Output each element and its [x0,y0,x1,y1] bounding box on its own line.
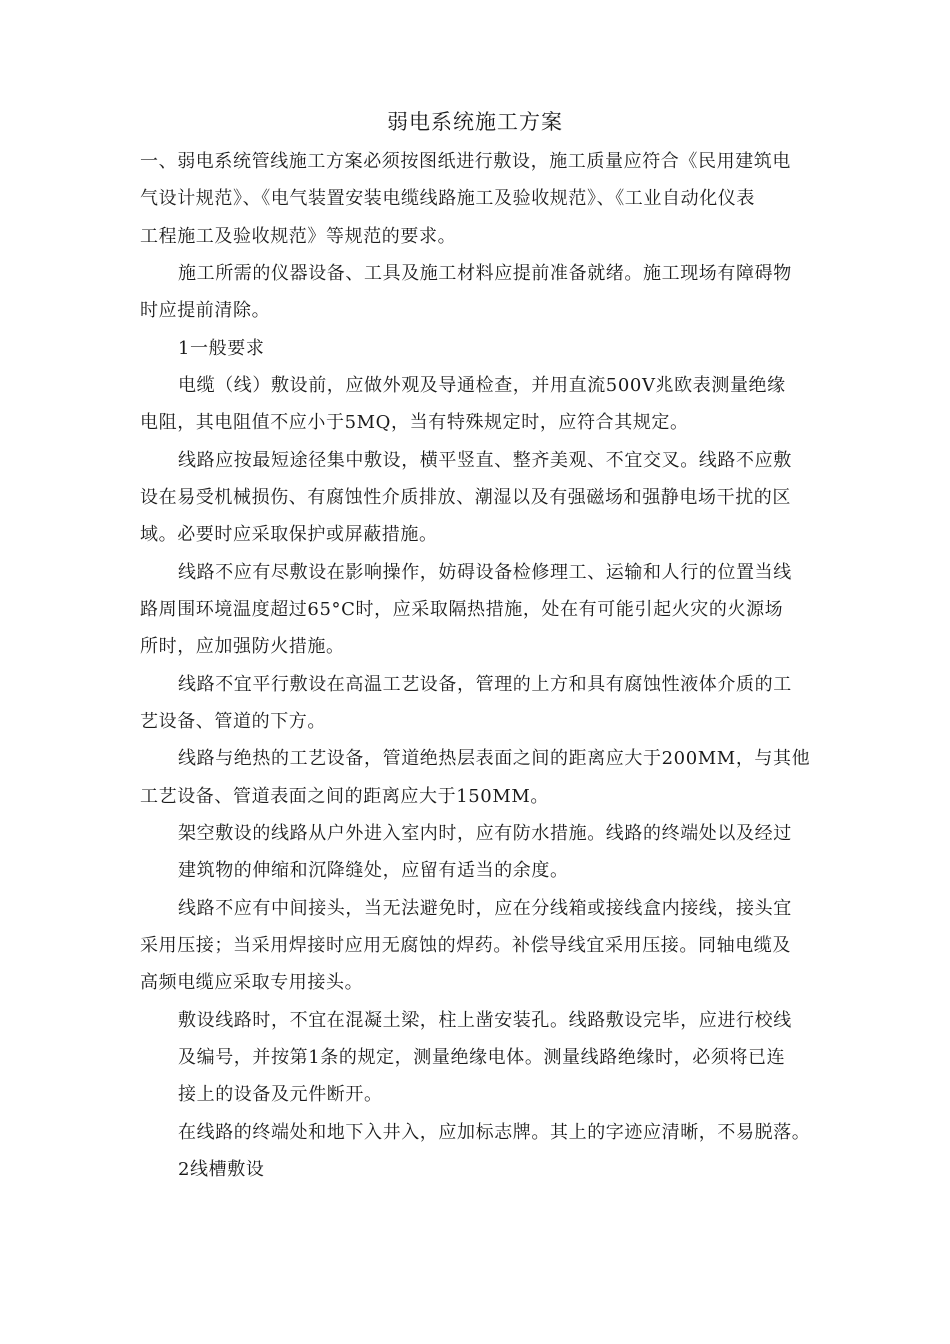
section-heading: 1一般要求 [178,338,265,359]
text-line: 一、弱电系统管线施工方案必须按图纸进行敷设，施工质量应符合《民用建筑电 [140,151,791,172]
text-line: 时应提前清除。 [140,300,271,321]
text-line: 建筑物的伸缩和沉降缝处，应留有适当的余度。 [178,860,569,881]
text-line: 设在易受机械损伤、有腐蚀性介质排放、潮湿以及有强磁场和强静电场干扰的区 [140,487,791,508]
text-line: 电缆（线）敷设前，应做外观及导通检查，并用直流500V兆欧表测量绝缘 [178,375,786,396]
text-line: 高频电缆应采取专用接头。 [140,972,364,993]
text-line: 采用压接；当采用焊接时应用无腐蚀的焊药。补偿导线宜采用压接。同轴电缆及 [140,935,791,956]
text-line: 域。必要时应采取保护或屏蔽措施。 [140,524,438,545]
text-line: 电阻，其电阻值不应小于5MQ，当有特殊规定时，应符合其规定。 [140,412,689,433]
section-heading: 2线槽敷设 [178,1159,265,1180]
text-line: 线路应按最短途径集中敷设，横平竖直、整齐美观、不宜交叉。线路不应敷 [178,450,792,471]
document-title: 弱电系统施工方案 [387,110,563,134]
text-line: 路周围环境温度超过65°C时，应采取隔热措施，处在有可能引起火灾的火源场 [140,599,784,620]
text-line: 线路不应有中间接头，当无法避免时，应在分线箱或接线盒内接线，接头宜 [178,898,792,919]
text-line: 所时，应加强防火措施。 [140,636,345,657]
text-line: 接上的设备及元件断开。 [178,1084,383,1105]
text-line: 及编号，并按第1条的规定，测量绝缘电体。测量线路绝缘时，必须将已连 [178,1047,786,1068]
text-line: 工艺设备、管道表面之间的距离应大于150MM。 [140,786,550,807]
text-line: 艺设备、管道的下方。 [140,711,326,732]
text-line: 工程施工及验收规范》等规范的要求。 [140,226,457,247]
text-line: 在线路的终端处和地下入井入，应加标志牌。其上的字迹应清晰，不易脱落。 [178,1122,811,1143]
text-line: 施工所需的仪器设备、工具及施工材料应提前准备就绪。施工现场有障碍物 [178,263,792,284]
text-line: 敷设线路时，不宜在混凝土梁，柱上凿安装孔。线路敷设完毕，应进行校线 [178,1010,792,1031]
text-line: 架空敷设的线路从户外进入室内时，应有防水措施。线路的终端处以及经过 [178,823,792,844]
text-line: 线路不应有尽敷设在影响操作，妨碍设备检修理工、运输和人行的位置当线 [178,562,792,583]
text-line: 线路不宜平行敷设在高温工艺设备，管理的上方和具有腐蚀性液体介质的工 [178,674,792,695]
text-line: 线路与绝热的工艺设备，管道绝热层表面之间的距离应大于200MM，与其他 [178,748,811,769]
text-line: 气设计规范》、《电气装置安装电缆线路施工及验收规范》、《工业自动化仪表 [140,188,755,209]
